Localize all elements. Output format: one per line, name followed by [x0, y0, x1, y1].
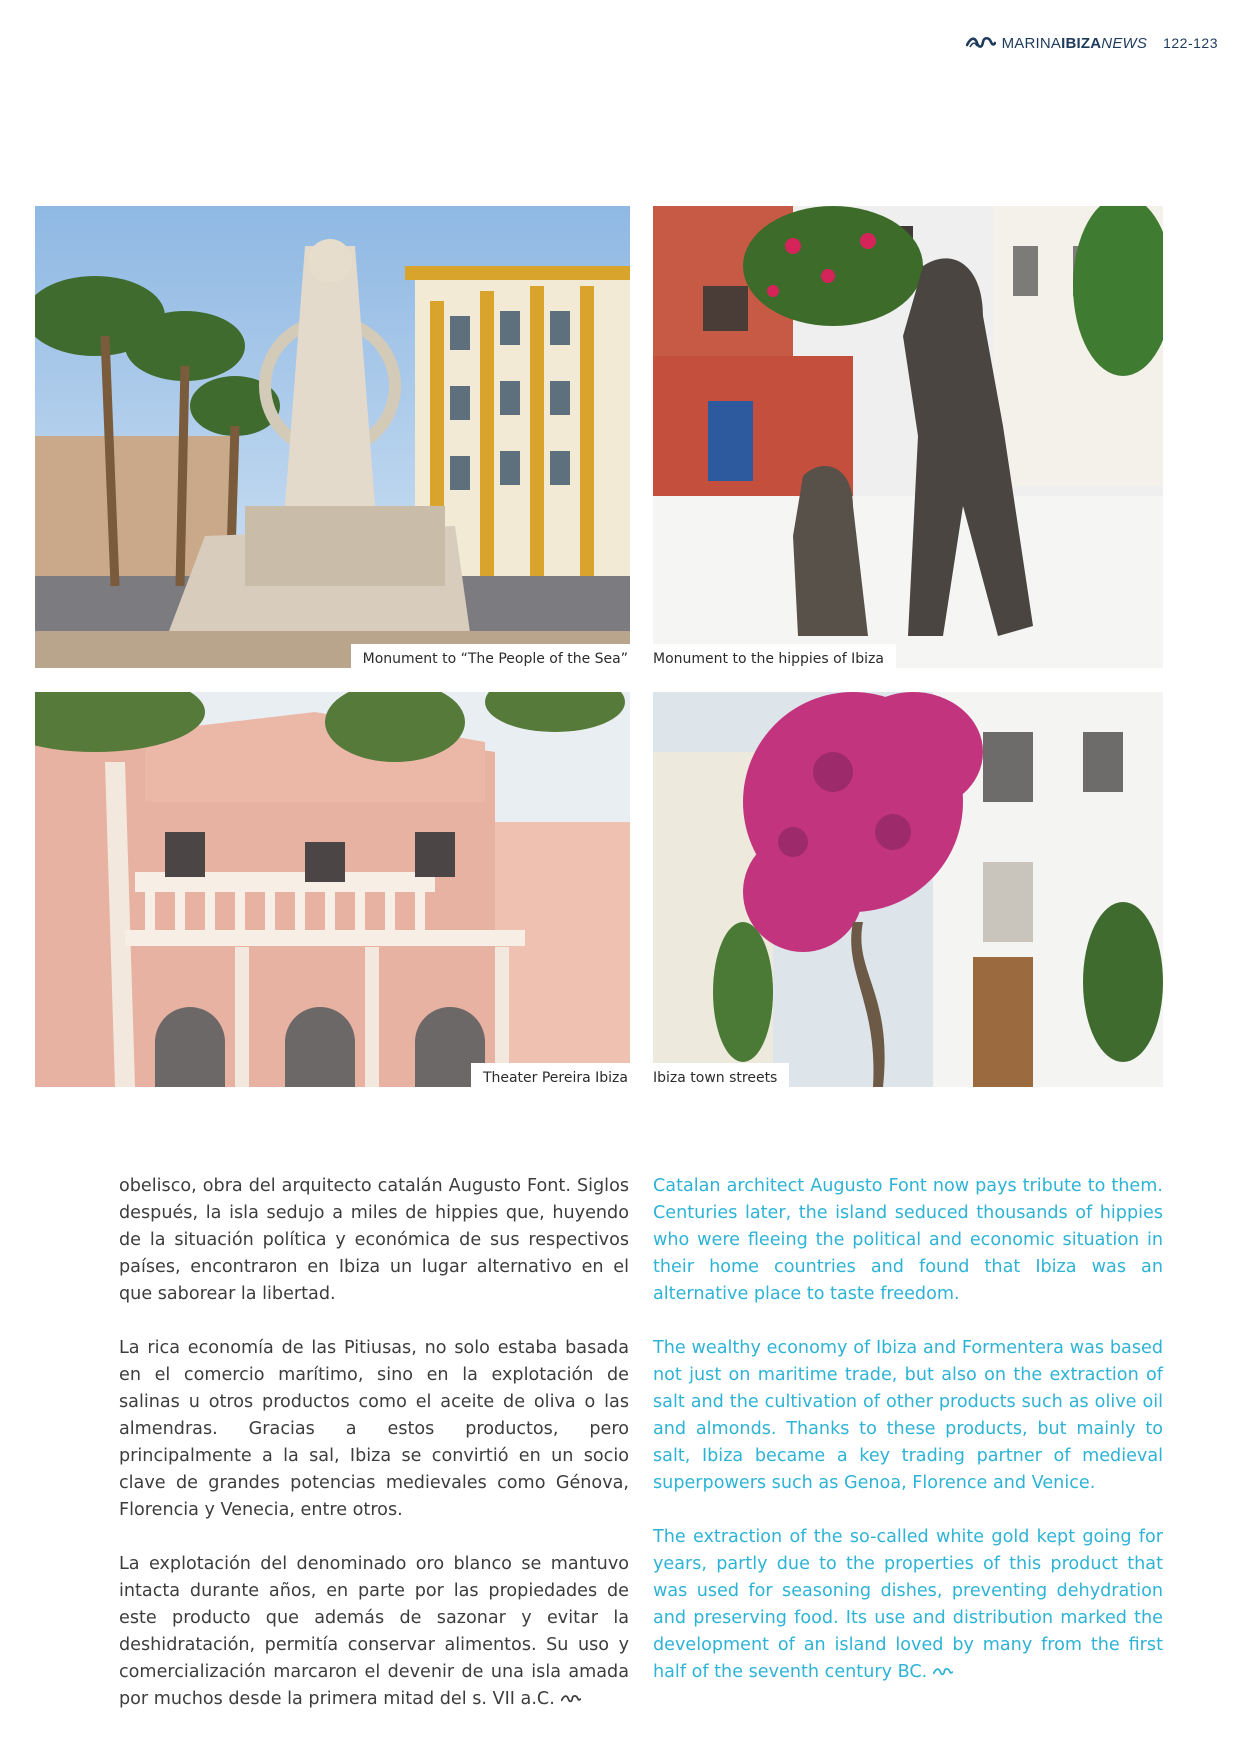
spanish-paragraph: obelisco, obra del arquitecto catalán Augusto Font. Siglos después, la isla sedujo a miles de hippies que, huyendo de la situación política y económica de sus respectivos países, encontraron en Ibiza un lugar alternativo en el que saborear la libertad.: [119, 1176, 629, 1304]
photo-people-of-the-sea: [35, 206, 630, 668]
photo-caption: Theater Pereira Ibiza: [471, 1063, 630, 1087]
photo-hippies-monument-image: [653, 206, 1163, 668]
english-paragraph: Catalan architect Augusto Font now pays tribute to them. Centuries later, the island seduced thousands of hippies who were fleeing the political and economic situation in their home countries and found that Ibiza was an alternative place to taste freedom.: [653, 1176, 1163, 1304]
photo-hippies-monument: [653, 206, 1163, 668]
photo-people-of-the-sea-image: [35, 206, 630, 668]
wave-end-mark-icon: [933, 1667, 953, 1677]
brand-ibiza: IBIZA: [1061, 34, 1102, 52]
spanish-paragraph-text: La explotación del denominado oro blanco se mantuvo intacta durante años, en parte por las propiedades de este producto que además de sazonar y evitar la deshidratación, permitía conservar alimentos. Su uso y comercialización marcaron el devenir de una isla amada por muchos desde la primera mitad del s. VII a.C.: [119, 1554, 629, 1709]
brand-name: [1002, 35, 1148, 52]
spanish-paragraph: La rica economía de las Pitiusas, no solo estaba basada en el comercio marítimo, sino en la explotación de salinas u otros productos como el aceite de oliva o las almendras. Gracias a estos productos, pero principalmente a la sal, Ibiza se convirtió en un socio clave de grandes potencias medievales como Génova, Florencia y Venecia, entre otros.: [119, 1338, 629, 1520]
marina-ibiza-logo: [966, 35, 1148, 52]
photo-ibiza-town-streets-image: [653, 692, 1163, 1087]
english-paragraph: [653, 1524, 1163, 1686]
wave-end-mark-icon: [561, 1694, 581, 1704]
english-paragraph: The wealthy economy of Ibiza and Formentera was based not just on maritime trade, but also on the extraction of salt and the cultivation of other products such as olive oil and almonds. Thanks to these products, but mainly to salt, Ibiza became a key trading partner of medieval superpowers such as Genoa, Florence and Venice.: [653, 1338, 1163, 1493]
spanish-paragraph: [119, 1551, 629, 1713]
photo-theater-pereira: [35, 692, 630, 1087]
photo-caption: Monument to “The People of the Sea”: [351, 644, 630, 668]
wave-logo-icon: [966, 36, 996, 50]
photo-caption: Monument to the hippies of Ibiza: [653, 644, 896, 668]
english-text-column: [653, 1173, 1163, 1713]
brand-news: NEWS: [1101, 34, 1148, 52]
page-header: [966, 33, 1218, 53]
spanish-text-column: [119, 1173, 629, 1740]
photo-caption: Ibiza town streets: [653, 1063, 789, 1087]
photo-theater-pereira-image: [35, 692, 630, 1087]
english-paragraph-text: The extraction of the so-called white gold kept going for years, partly due to the properties of this product that was used for seasoning dishes, preventing dehydration and preserving food. Its use and distribution marked the development of an island loved by many from the first half of the seventh century BC.: [653, 1527, 1163, 1682]
page-numbers: 122-123: [1163, 35, 1218, 51]
photo-ibiza-town-streets: [653, 692, 1163, 1087]
brand-marina: MARINA: [1001, 34, 1062, 52]
